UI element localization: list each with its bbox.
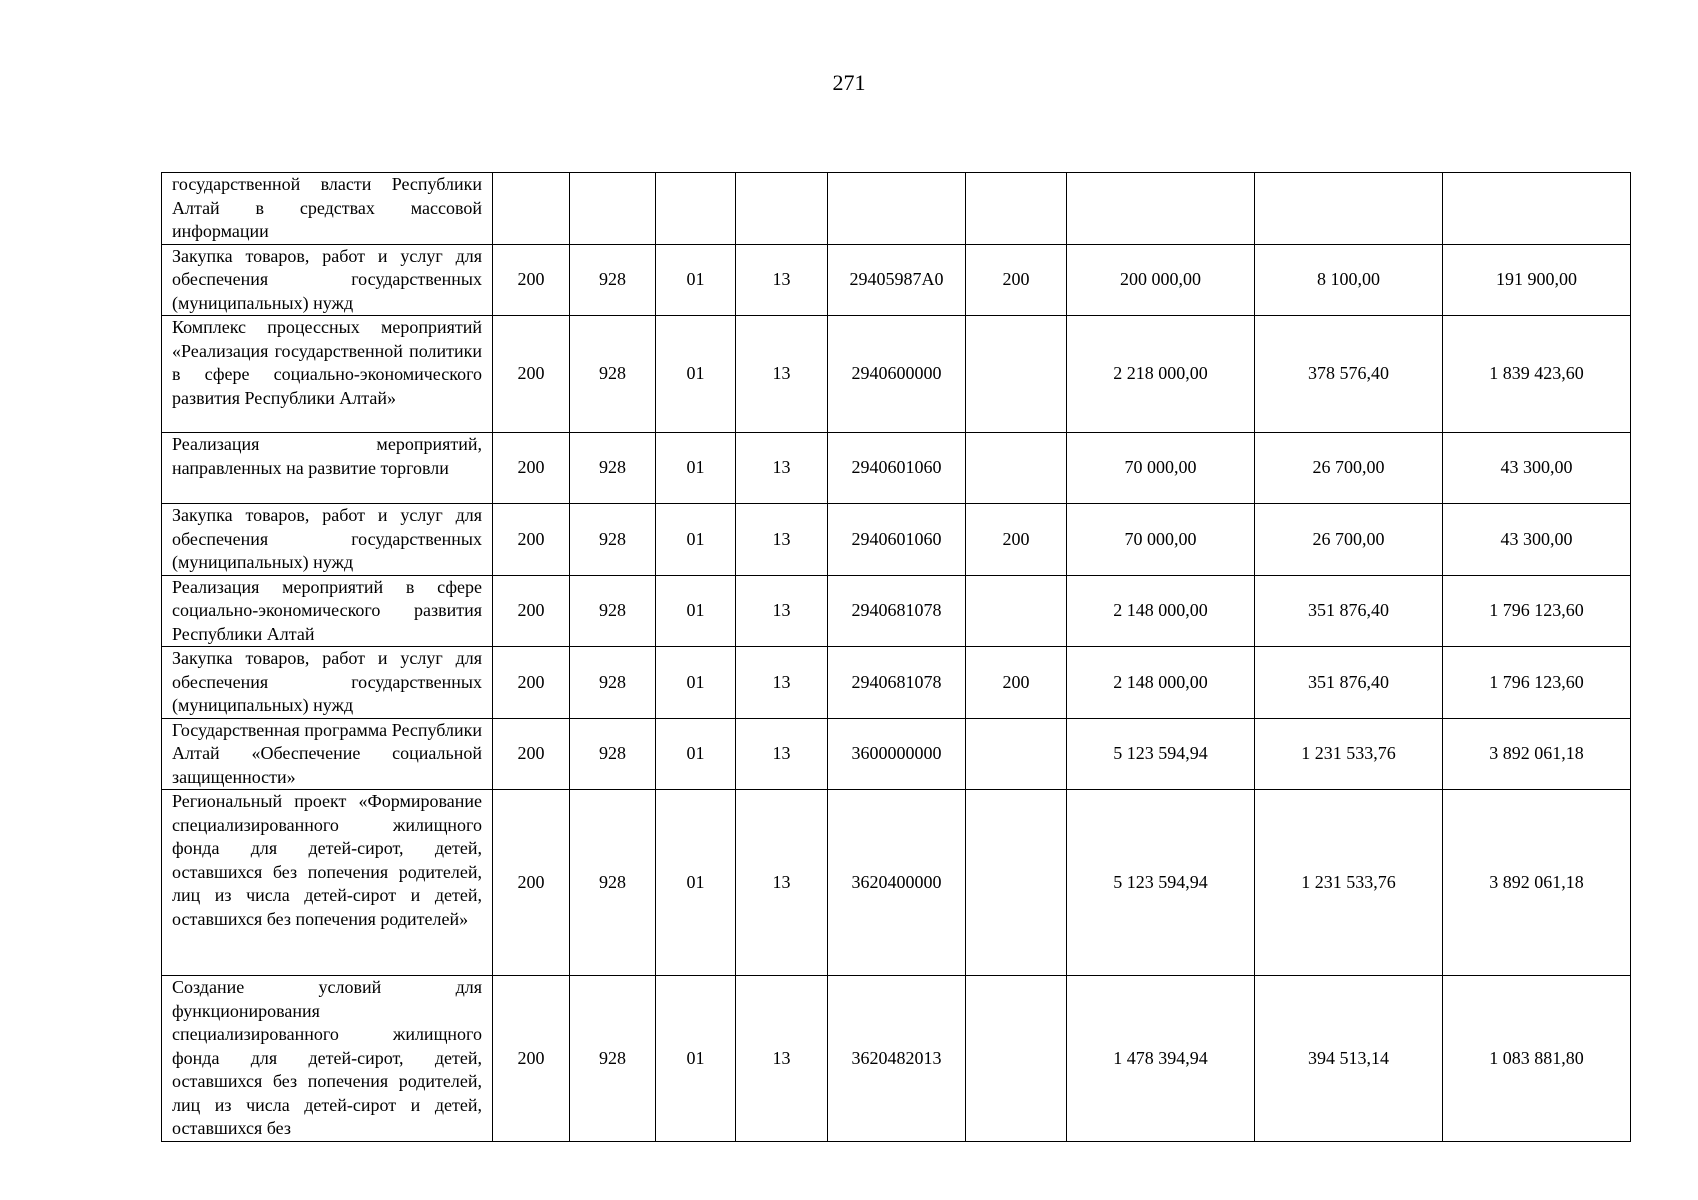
table-row — [162, 647, 1631, 719]
cell-target-article: 2940600000 — [828, 316, 966, 433]
cell-code-2: 928 — [570, 316, 656, 433]
cell-target-article: 29405987А0 — [828, 244, 966, 316]
cell-section: 01 — [656, 244, 736, 316]
cell-section: 01 — [656, 976, 736, 1142]
cell-subsection: 13 — [736, 433, 828, 504]
cell-section: 01 — [656, 433, 736, 504]
cell-amount-remaining: 43 300,00 — [1443, 433, 1631, 504]
table-row — [162, 244, 1631, 316]
cell-amount-remaining — [1443, 173, 1631, 245]
cell-section: 01 — [656, 504, 736, 576]
cell-target-article — [828, 173, 966, 245]
table-row — [162, 575, 1631, 647]
table-row — [162, 173, 1631, 245]
table-row — [162, 976, 1631, 1142]
cell-amount-remaining: 1 796 123,60 — [1443, 575, 1631, 647]
cell-subsection: 13 — [736, 976, 828, 1142]
cell-section: 01 — [656, 575, 736, 647]
cell-amount-planned: 5 123 594,94 — [1067, 718, 1255, 790]
cell-expense-type — [966, 173, 1067, 245]
cell-code-1 — [493, 173, 570, 245]
table-body — [162, 173, 1631, 1142]
cell-subsection: 13 — [736, 718, 828, 790]
cell-code-2: 928 — [570, 244, 656, 316]
cell-amount-executed: 351 876,40 — [1255, 575, 1443, 647]
cell-amount-remaining: 191 900,00 — [1443, 244, 1631, 316]
cell-expense-type — [966, 976, 1067, 1142]
row-description: Закупка товаров, работ и услуг для обеспечения государственных (муниципальных) нужд — [162, 244, 493, 316]
cell-section — [656, 173, 736, 245]
cell-expense-type: 200 — [966, 244, 1067, 316]
cell-target-article: 2940601060 — [828, 504, 966, 576]
cell-code-1: 200 — [493, 575, 570, 647]
cell-expense-type — [966, 790, 1067, 976]
cell-code-2: 928 — [570, 433, 656, 504]
cell-code-1: 200 — [493, 647, 570, 719]
cell-amount-planned — [1067, 173, 1255, 245]
cell-code-2: 928 — [570, 976, 656, 1142]
cell-code-1: 200 — [493, 433, 570, 504]
budget-table — [161, 172, 1631, 1142]
row-description: государственной власти Республики Алтай в средствах массовой информации — [162, 173, 493, 245]
cell-target-article: 3620482013 — [828, 976, 966, 1142]
cell-amount-remaining: 1 083 881,80 — [1443, 976, 1631, 1142]
cell-section: 01 — [656, 647, 736, 719]
cell-subsection: 13 — [736, 575, 828, 647]
cell-amount-remaining: 3 892 061,18 — [1443, 718, 1631, 790]
cell-code-1: 200 — [493, 790, 570, 976]
cell-amount-planned: 2 148 000,00 — [1067, 575, 1255, 647]
cell-amount-executed: 394 513,14 — [1255, 976, 1443, 1142]
cell-target-article: 2940681078 — [828, 575, 966, 647]
cell-code-2: 928 — [570, 647, 656, 719]
cell-subsection — [736, 173, 828, 245]
row-description: Региональный проект «Формирование специализированного жилищного фонда для детей-сирот, детей, оставшихся без попечения родителей, лиц из числа детей-сирот и детей, оставшихся без попечения родителей» — [162, 790, 493, 976]
cell-code-1: 200 — [493, 976, 570, 1142]
cell-amount-executed: 8 100,00 — [1255, 244, 1443, 316]
cell-code-1: 200 — [493, 504, 570, 576]
cell-subsection: 13 — [736, 316, 828, 433]
cell-target-article: 3620400000 — [828, 790, 966, 976]
cell-code-2: 928 — [570, 718, 656, 790]
cell-amount-remaining: 43 300,00 — [1443, 504, 1631, 576]
table-row — [162, 790, 1631, 976]
cell-amount-executed: 26 700,00 — [1255, 504, 1443, 576]
cell-amount-planned: 1 478 394,94 — [1067, 976, 1255, 1142]
cell-amount-remaining: 1 796 123,60 — [1443, 647, 1631, 719]
cell-code-2 — [570, 173, 656, 245]
cell-amount-executed: 26 700,00 — [1255, 433, 1443, 504]
page-number: 271 — [832, 70, 866, 95]
cell-amount-executed — [1255, 173, 1443, 245]
cell-amount-planned: 2 218 000,00 — [1067, 316, 1255, 433]
cell-subsection: 13 — [736, 647, 828, 719]
cell-expense-type: 200 — [966, 647, 1067, 719]
cell-amount-remaining: 1 839 423,60 — [1443, 316, 1631, 433]
row-description: Реализация мероприятий, направленных на развитие торговли — [162, 433, 493, 504]
cell-code-2: 928 — [570, 504, 656, 576]
cell-code-1: 200 — [493, 718, 570, 790]
cell-expense-type — [966, 433, 1067, 504]
cell-target-article: 3600000000 — [828, 718, 966, 790]
table-row — [162, 504, 1631, 576]
table-row — [162, 718, 1631, 790]
cell-section: 01 — [656, 316, 736, 433]
row-description: Закупка товаров, работ и услуг для обеспечения государственных (муниципальных) нужд — [162, 504, 493, 576]
cell-expense-type — [966, 575, 1067, 647]
cell-code-1: 200 — [493, 316, 570, 433]
cell-amount-planned: 200 000,00 — [1067, 244, 1255, 316]
cell-amount-remaining: 3 892 061,18 — [1443, 790, 1631, 976]
row-description: Реализация мероприятий в сфере социально-экономического развития Республики Алтай — [162, 575, 493, 647]
cell-amount-planned: 70 000,00 — [1067, 433, 1255, 504]
table-row — [162, 316, 1631, 433]
cell-amount-executed: 351 876,40 — [1255, 647, 1443, 719]
cell-code-2: 928 — [570, 575, 656, 647]
cell-code-2: 928 — [570, 790, 656, 976]
cell-expense-type — [966, 718, 1067, 790]
table-row — [162, 433, 1631, 504]
cell-amount-executed: 1 231 533,76 — [1255, 790, 1443, 976]
cell-amount-planned: 70 000,00 — [1067, 504, 1255, 576]
row-description: Государственная программа Республики Алтай «Обеспечение социальной защищенности» — [162, 718, 493, 790]
cell-target-article: 2940601060 — [828, 433, 966, 504]
cell-subsection: 13 — [736, 790, 828, 976]
cell-subsection: 13 — [736, 244, 828, 316]
cell-amount-planned: 2 148 000,00 — [1067, 647, 1255, 719]
cell-target-article: 2940681078 — [828, 647, 966, 719]
cell-expense-type — [966, 316, 1067, 433]
cell-section: 01 — [656, 718, 736, 790]
row-description: Комплекс процессных мероприятий «Реализация государственной политики в сфере социально-экономического развития Республики Алтай» — [162, 316, 493, 433]
row-description: Создание условий для функционирования специализированного жилищного фонда для детей-сирот, детей, оставшихся без попечения родителей, лиц из числа детей-сирот и детей, оставшихся без — [162, 976, 493, 1142]
row-description: Закупка товаров, работ и услуг для обеспечения государственных (муниципальных) нужд — [162, 647, 493, 719]
cell-section: 01 — [656, 790, 736, 976]
cell-expense-type: 200 — [966, 504, 1067, 576]
cell-code-1: 200 — [493, 244, 570, 316]
cell-amount-planned: 5 123 594,94 — [1067, 790, 1255, 976]
cell-subsection: 13 — [736, 504, 828, 576]
cell-amount-executed: 378 576,40 — [1255, 316, 1443, 433]
cell-amount-executed: 1 231 533,76 — [1255, 718, 1443, 790]
